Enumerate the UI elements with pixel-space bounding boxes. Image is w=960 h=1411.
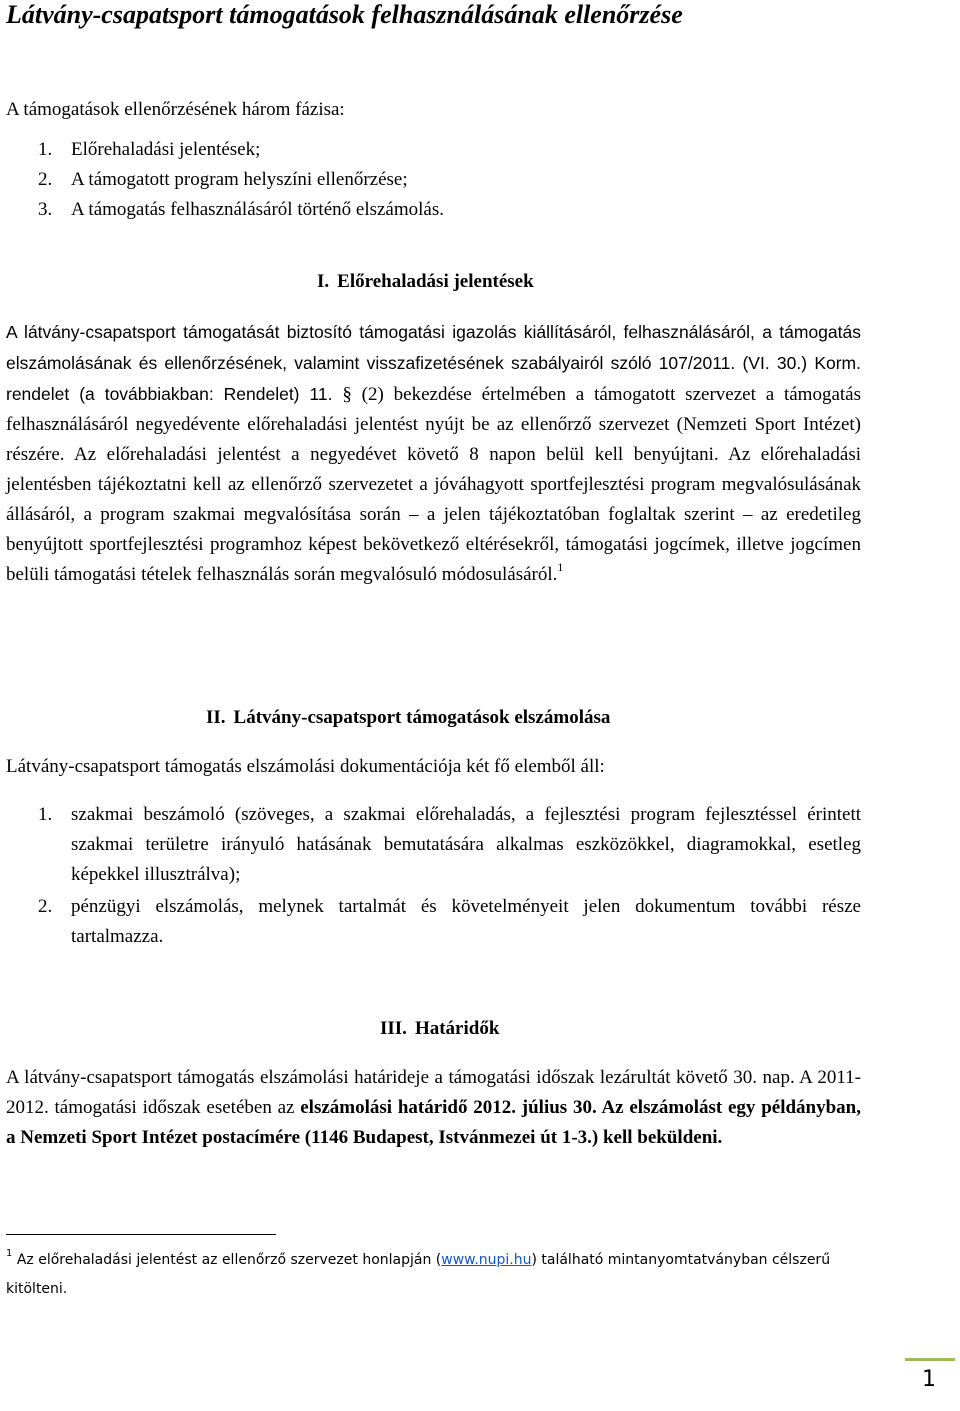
list-item bbox=[38, 800, 861, 890]
list-item bbox=[38, 168, 444, 198]
list-number: 2. bbox=[38, 169, 53, 190]
paragraph-text: § (2) bekezdése értelmében a támogatott szervezet a támogatás felhasználásáról negyedévente előrehaladási jelentést nyújt be az ellenőrző szervezet (Nemzeti Sport Intézet) részére. Az előrehaladási jelentést a negyedévet követő 8 napon belül kell benyújtani. Az előrehaladási jelentésben tájékoztatni kell az ellenőrző szervezetet a jóváhagyott sportfejlesztési program megvalósulásának állásáról, a program szakmai megvalósítása során – a jelen tájékoztatóban foglaltak szerint – az eredetileg benyújtott sportfejlesztési programhoz képest bekövetkező eltérésekről, támogatási jogcímek, illetve jogcímen belüli támogatási tételek felhasználás során megvalósuló módosulásáról. bbox=[6, 384, 861, 585]
section-numeral: I. bbox=[317, 271, 330, 292]
section-title: Előrehaladási jelentések bbox=[337, 271, 534, 292]
deadline-emphasis: elszámolási határidő 2012. július 30. Az elszámolást egy példányban, a Nemzeti Sport Intézet postacímére (1146 Budapest, Istvánmezei út 1-3.) kell beküldeni. bbox=[6, 1097, 862, 1148]
section-3-paragraph bbox=[6, 1063, 861, 1153]
section-2-intro: Látvány-csapatsport támogatás elszámolási dokumentációja két fő elemből áll: bbox=[6, 756, 605, 777]
list-number: 3. bbox=[38, 199, 53, 220]
section-heading-3 bbox=[380, 1017, 499, 1041]
section-1-paragraph bbox=[6, 317, 861, 590]
documentation-list bbox=[38, 800, 861, 952]
footnote-text: Az előrehaladási jelentést az ellenőrző szervezet honlapján ( bbox=[12, 1252, 442, 1268]
section-heading-1 bbox=[317, 270, 534, 294]
list-item bbox=[38, 138, 444, 168]
section-numeral: III. bbox=[380, 1018, 407, 1039]
phases-intro: A támogatások ellenőrzésének három fázisa: bbox=[6, 99, 345, 120]
page-number: 1 bbox=[922, 1367, 936, 1392]
list-number: 2. bbox=[38, 896, 53, 917]
section-title: Határidők bbox=[414, 1018, 500, 1039]
list-item bbox=[38, 892, 861, 952]
document-title: Látvány-csapatsport támogatások felhasználásának ellenőrzése bbox=[6, 0, 683, 29]
list-item-text: A támogatott program helyszíni ellenőrzése; bbox=[71, 169, 408, 190]
list-item-text: szakmai beszámoló (szöveges, a szakmai előrehaladás, a fejlesztési program fejlesztéssel érintett szakmai területre irányuló hatásának bemutatására alkalmas eszközökkel, diagramokkal, esetleg képekkel illusztrálva); bbox=[71, 804, 861, 885]
list-item bbox=[38, 198, 444, 228]
list-item-text: pénzügyi elszámolás, melynek tartalmát és követelményeit jelen dokumentum további része tartalmazza. bbox=[71, 896, 861, 947]
nupi-link[interactable]: www.nupi.hu bbox=[441, 1252, 532, 1268]
section-title: Látvány-csapatsport támogatások elszámolása bbox=[233, 707, 611, 728]
list-item-text: A támogatás felhasználásáról történő elszámolás. bbox=[71, 199, 445, 220]
section-heading-2 bbox=[206, 706, 610, 730]
footnote bbox=[6, 1246, 846, 1304]
footnote-reference[interactable]: 1 bbox=[557, 560, 564, 574]
footnote-text: ) található mintanyomtatványban célszerű kitölteni. bbox=[6, 1252, 831, 1297]
list-item-text: Előrehaladási jelentések; bbox=[71, 139, 261, 160]
section-numeral: II. bbox=[206, 707, 226, 728]
footnote-mark: 1 bbox=[6, 1248, 13, 1259]
paragraph-text: A látvány-csapatsport támogatás elszámolási határideje a támogatási időszak lezárultát követő 30. nap. A 2011-2012. támogatási időszak esetében az bbox=[6, 1067, 861, 1118]
footnote-separator bbox=[6, 1234, 276, 1235]
list-number: 1. bbox=[38, 804, 53, 825]
phase-list bbox=[38, 138, 444, 228]
paragraph-text-sans: A látvány-csapatsport támogatását biztosító támogatási igazolás kiállításáról, felhasználásáról, a támogatás elszámolásának és ellenőrzésének, valamint visszafizetésének szabályairól szóló 107/2011. (VI. 30.) Korm. rendelet (a továbbiakban: Rendelet) 11. bbox=[6, 322, 861, 404]
list-number: 1. bbox=[38, 139, 53, 160]
